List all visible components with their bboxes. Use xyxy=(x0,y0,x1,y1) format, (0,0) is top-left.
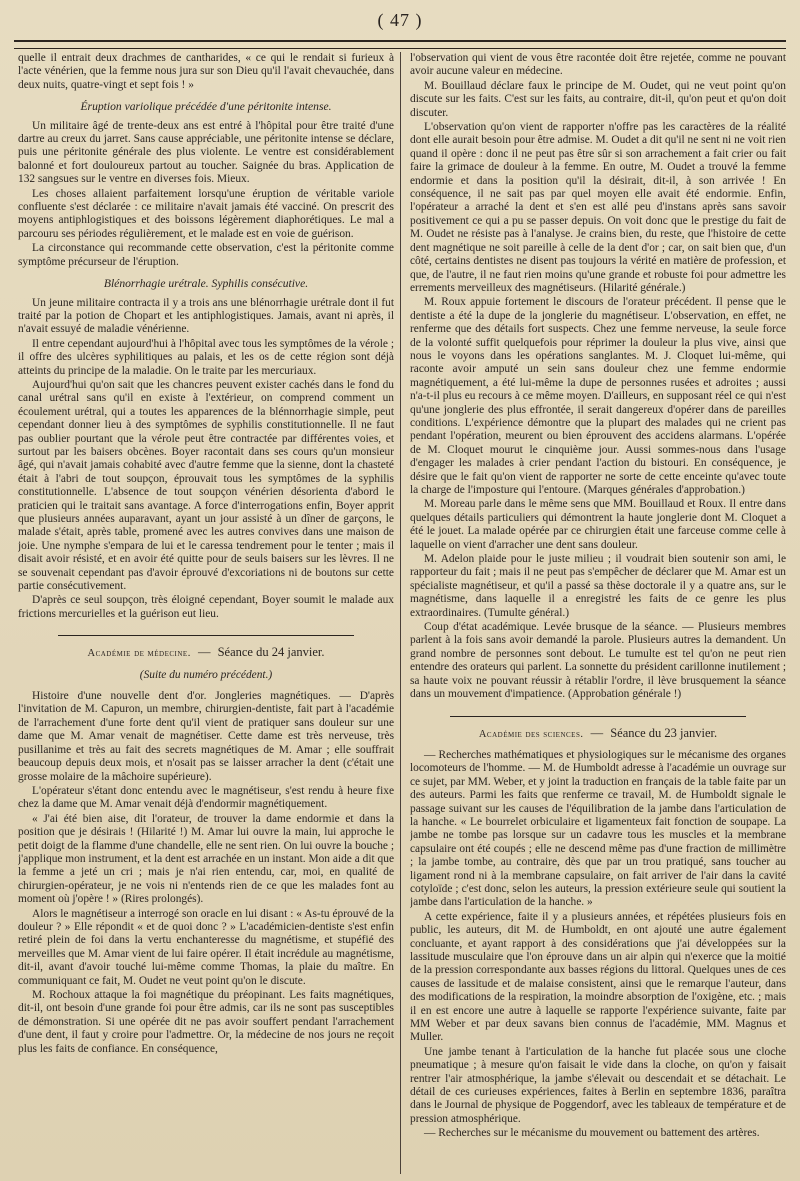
paragraph: — Recherches mathématiques et physiologiques sur le mécanisme des organes locomoteurs de l'homme. — M. de Humboldt adresse à l'académie un ouvrage sur ce sujet, par MM. Weber, et y joint la traduction en français de la table faite par un des auteurs. Parmi les faits que renferme ce travail, M. de Humboldt signale le passage suivant sur les causes de l'équilibration de la jambe dans l'articulation de la hanche. « Le bourrelet orbiculaire et ligamenteux fait fonction de soupape. La jambe ne tombe pas lorsque sur un cadavre tous les muscles et la membrane capsulaire ont été coupés ; elle ne descend même pas d'une fraction de millimètre ; la jambe tombe, au contraire, dès que par un trou pratiqué, sans toucher au ligament rond ni à la membrane capsulaire, on fait arriver de l'air dans la cavité cotyloïde ; c'est donc, selon les auteurs, la pression extérieure seule qui soutient la jambe dans l'articulation de la hanche. » xyxy=(410,748,786,909)
paragraph: L'opérateur s'étant donc entendu avec le magnétiseur, s'est rendu à heure fixe chez la dame que M. Amar venait déjà d'endormir magnétiquement. xyxy=(18,784,394,811)
paragraph: M. Roux appuie fortement le discours de l'orateur précédent. Il pense que le dentiste a été la dupe de la jonglerie du magnétiseur. L'observation, en effet, ne renferme que des détails fort suspects. Chez une femme nerveuse, la seule force de la volonté suffit quelquefois pour réprimer la douleur la plus vive, ainsi que nous le voyons dans les opérations sanglantes. M. J. Cloquet lui-même, qui raconte avoir amputé un sein sans douleur chez une femme endormie magnétiquement, a été lui-même la dupe de personnes rusées et adroites ; aussi n'a-t-il plus eu recours à ce même moyen. D'ailleurs, en supposant réel ce qui n'est qu'une jonglerie des plus effrontée, il serait dangereux d'opérer dans de pareilles conditions. L'expérience démontre que la plupart des malades qui ne crient pas pendant l'opération, meurent ou bien éprouvent des accidens alarmans. L'opérée de M. Cloquet mourut le cinquième jour. Aussi sommes-nous dans l'usage d'engager les malades à crier pendant l'action du bistouri. En conséquence, je désire que le fait qu'on vient de rapporter ne sorte de cette enceinte qu'avec toute la charge de l'imposture qui l'entoure. (Marques générales d'approbation.) xyxy=(410,296,786,496)
section-rule xyxy=(450,716,746,717)
column-divider xyxy=(400,52,401,1174)
paragraph: Alors le magnétiseur a interrogé son oracle en lui disant : « As-tu éprouvé de la douleur ? » Elle répondit « et de quoi donc ? » L'académicien-dentiste s'est enfin retiré plein de foi dans la vertu enchanteresse du magnétisme, et stupéfié des merveilles que M. Amar vient de lui faire opérer. Il était incrédule au magnétisme, dit-il, avant d'avoir touché lui-même comme Thomas, la plaie du maître. En communiquant ce fait, M. Oudet ne veut point qu'on le discute. xyxy=(18,907,394,987)
session-date: Séance du 23 janvier. xyxy=(610,725,718,740)
page-number: ( 47 ) xyxy=(377,10,423,30)
right-column xyxy=(410,52,786,1174)
header-rule xyxy=(14,40,786,49)
paragraph: quelle il entrait deux drachmes de cantharides, « ce qui le rendait si furieux à l'acte vénérien, que la femme nous jura sur son Dieu qu'il l'avait chevauchée, dans deux nuits, quatre-vingt et sept fois ! » xyxy=(18,52,394,91)
paragraph: La circonstance qui recommande cette observation, c'est la péritonite comme symptôme précurseur de l'éruption. xyxy=(18,242,394,268)
continued-note: (Suite du numéro précédent.) xyxy=(139,668,273,681)
academy-name: Académie des sciences. xyxy=(478,728,584,740)
academy-name: Académie de médecine. xyxy=(87,648,191,660)
paragraph: Coup d'état académique. Levée brusque de la séance. — Plusieurs membres parlent à la fois sans avoir demandé la parole. Plusieurs autres la demandent. Un grand nombre de personnes sont debout. Le tumulte est tel qu'on ne peut rien entendre des orateurs qui parlent. La sonnette du président carillonne inutilement ; sa haute voix ne pouvant réussir à rétablir l'ordre, il lève brusquement la séance dans un mouvement d'impatience. (Approbation générale !) xyxy=(410,621,786,701)
paragraph: A cette expérience, faite il y a plusieurs années, et répétées plusieurs fois en public, les auteurs, dit M. de Humboldt, en ont ajouté une autre également concluante, et ayant rapport à des considérations que j'ai développées sur la lassitude musculaire que l'on éprouve dans un air alpin qui n'exerce que la moitié de la pression correspondante aux basses régions du littoral. Quelques unes de ces causes de lassitude et de malaise consistent, ainsi que le remarque l'auteur, dans des modifications de la respiration, la moindre absorption de l'oxigène, etc. ; mais il en est encore une autre à laquelle se rapporte l'expérience suivante, faite par MM Weber et par deux savans bien connus de l'académie, MM. Magnus et Muller. xyxy=(410,910,786,1044)
paragraph: Histoire d'une nouvelle dent d'or. Jongleries magnétiques. — D'après l'invitation de M. Capuron, un membre, chirurgien-dentiste, fait part à l'académie de l'arrachement d'une forte dent qu'il vient de pratiquer sans douleur sur une dame que M. Amar venait de magnétiser. Cette dame est très nerveuse, très pusillanime et très au fait des secrets magnétiques de M. Amar ; elle souffrait beaucoup depuis deux mois, et n'osait pas se laisser arracher la dent (c'était une grosse molaire de la mâchoire supérieure). xyxy=(18,690,394,783)
paragraph: Aujourd'hui qu'on sait que les chancres peuvent exister cachés dans le fond du canal urétral sans qu'il en existe à l'extérieur, on comprend comment un écoulement urétral, qui a toutes les apparences de la blénnorrhagie simple, peut cependant donner lieu à des symptômes de syphilis constitutionnelle. Il ne faut pas oublier pourtant que la vérole peut être contractée par différentes voies, et surtout par les baisers obcènes. Boyer racontait dans ses cours qu'un monsieur âgé, qui n'avait jamais cohabité avec d'autre femme que la sienne, dont la chasteté était à l'abri de tout soupçon, éprouvait tous les symptômes de la syphilis constitutionnelle. L'absence de tout soupçon vénérien désorienta d'abord le praticien qui le traitait sans avantage. A force d'interrogations enfin, Boyer apprit que plusieurs années auparavant, ayant un jour assisté à un dîner de garçons, le malade s'était, après table, promené avec les autres convives dans une maison de joie. Une nymphe s'empara de lui et le caressa tendrement pour le tenter ; mais il disait avoir résisté, et en avoir été quitte pour de seuls baisers sur les lèvres. Il ne se souvenait cependant pas d'avoir éprouvé d'excoriations ni de boutons sur cette partie consécutivement. xyxy=(18,378,394,593)
session-date: Séance du 24 janvier. xyxy=(217,645,325,660)
paragraph: l'observation qui vient de vous être racontée doit être rejetée, comme ne pouvant avoir aucune valeur en médecine. xyxy=(410,52,786,78)
paragraph: M. Rochoux attaque la foi magnétique du préopinant. Les faits magnétiques, dit-il, ont besoin d'une grande foi pour être admis, car ils ne sont pas susceptibles de démonstration. Si une opérée dit ne pas avoir souffert pendant l'arrachement d'une dent, il faut y croire pour l'admettre. Or, la médecine de nos jours ne reçoit plus les faits de confiance. En conséquence, xyxy=(18,989,394,1055)
report-heading xyxy=(18,646,394,660)
section-title: Éruption variolique précédée d'une péritonite intense. xyxy=(80,100,332,114)
paragraph: M. Bouillaud déclare faux le principe de M. Oudet, qui ne veut point qu'on discute sur les faits. C'est sur les faits, au contraire, dit-il, qu'on peut et qu'on doit discuter. xyxy=(410,79,786,119)
report-heading xyxy=(410,727,786,741)
paragraph: Un jeune militaire contracta il y a trois ans une blénorrhagie urétrale dont il fut traité par la potion de Chopart et les antiphlogistiques. Jamais, avant ni après, il n'avait essuyé de maladie vénérienne. xyxy=(18,296,394,336)
heading-dash: — xyxy=(590,725,604,740)
paragraph: M. Adelon plaide pour le juste milieu ; il voudrait bien soutenir son ami, le rapporteur du fait ; mais il ne peut pas s'empêcher de déclarer que M. Amar est un spécialiste magnétiseur, et qu'il a passé sa thèse doctorale il y a quatre ans, sur le magnétisme, dans laquelle il a enregistré les faits de ce genre les plus extraordinaires. (Tumulte général.) xyxy=(410,553,786,619)
paragraph: Une jambe tenant à l'articulation de la hanche fut placée sous une cloche pneumatique ; à mesure qu'on faisait le vide dans la cloche, on qu'on y faisait rentrer l'air atmosphérique, la jambe s'élevait ou descendait et se détachait. Le détail de ces curieuses expériences, faites à Berlin en septembre 1836, paraîtra dans le Journal de physique de Poggendorf, avec les tableaux de température et de pression atmosphérique. xyxy=(410,1045,786,1125)
section-rule xyxy=(58,635,354,636)
paragraph: L'observation qu'on vient de rapporter n'offre pas les caractères de la réalité dont elle aurait besoin pour être admise. M. Oudet a dit qu'il ne sent ni ne voit rien quand il opère : donc il ne peut pas être sûr si son arrachement a fait crier ou fait faire la grimace de douleur à la femme. En outre, M. Oudet a trouvé la femme endormie et dans la position qu'il la désirait, dit-il, à son arrivée ! En conséquence, il ne sait pas par quel moyen elle avait été endormie. Enfin, l'opérateur a arraché la dent et s'en est allé peu d'instans après sans savoir positivement ce qui a pu se passer depuis. On voit donc que le prestige du fait de M. Oudet ne résiste pas à l'analyse. Je crains bien, du reste, que l'histoire de cette dent magnétique ne soit pareille à celle de la dent d'or ; car, on sait bien que, d'un côté, certains dentistes ne disent pas toujours la vérité en matière de profession, et que, de l'autre, il ne faut rien moins qu'une grande et robuste foi pour admettre les errements merveilleux des magnétiseurs. (Hilarité générale.) xyxy=(410,121,786,294)
paragraph: Il entre cependant aujourd'hui à l'hôpital avec tous les symptômes de la vérole ; il offre des ulcères syphilitiques au palais, et les os de cette région sont déjà atteints du principe de la maladie. On le traite par les mercuriaux. xyxy=(18,337,394,377)
paragraph: « J'ai été bien aise, dit l'orateur, de trouver la dame endormie et dans la position que je désirais ! (Hilarité !) M. Amar lui ouvre la main, lui approche le petit doigt de la flamme d'une chandelle, elle ne sent rien. On lui ouvre la bouche ; j'applique mon instrument, et la dent est arrachée en un instant. Mon aide a dit que la femme a jeté un cri ; mais je n'ai rien entendu, car, moi, en qualité de chirurgien-opérateur, je ne vois ni n'entends rien de ce que les malades font au moment où j'opère ! » (Rires prolongés). xyxy=(18,812,394,906)
paragraph: Un militaire âgé de trente-deux ans est entré à l'hôpital pour être traité d'une dartre au creux du jarret. Sans cause appréciable, une péritonite intense se déclare, puis une péritonite générale des plus violente. Le ventre est considérablement balonné et fort douloureux partout au toucher. Saignée du bras. Application de 132 sangsues sur le ventre en diverses fois. Mieux. xyxy=(18,119,394,186)
section-title: Blénorrhagie urétrale. Syphilis consécutive. xyxy=(103,277,309,291)
paragraph: Les choses allaient parfaitement lorsqu'une éruption de véritable variole confluente s'est déclarée : ce militaire n'avait jamais été vacciné. On prescrit des moyens antiphlogistiques et des boissons légèrement diaphorétiques. Le mal a parcouru ses périodes régulièrement, et le malade est en voie de guérison. xyxy=(18,187,394,240)
paragraph: D'après ce seul soupçon, très éloigné cependant, Boyer soumit le malade aux frictions mercurielles et la guérison eut lieu. xyxy=(18,594,394,620)
heading-dash: — xyxy=(197,645,211,660)
paragraph: M. Moreau parle dans le même sens que MM. Bouillaud et Roux. Il entre dans quelques détails particuliers qui démontrent la haute jonglerie dont M. Cloquet a été le jouet. La malade opérée par ce chirurgien était une farceuse comme celle à laquelle on vient d'arracher une dent sans douleur. xyxy=(410,498,786,551)
left-column xyxy=(18,52,394,1174)
paragraph: — Recherches sur le mécanisme du mouvement ou battement des artères. xyxy=(424,1127,760,1140)
